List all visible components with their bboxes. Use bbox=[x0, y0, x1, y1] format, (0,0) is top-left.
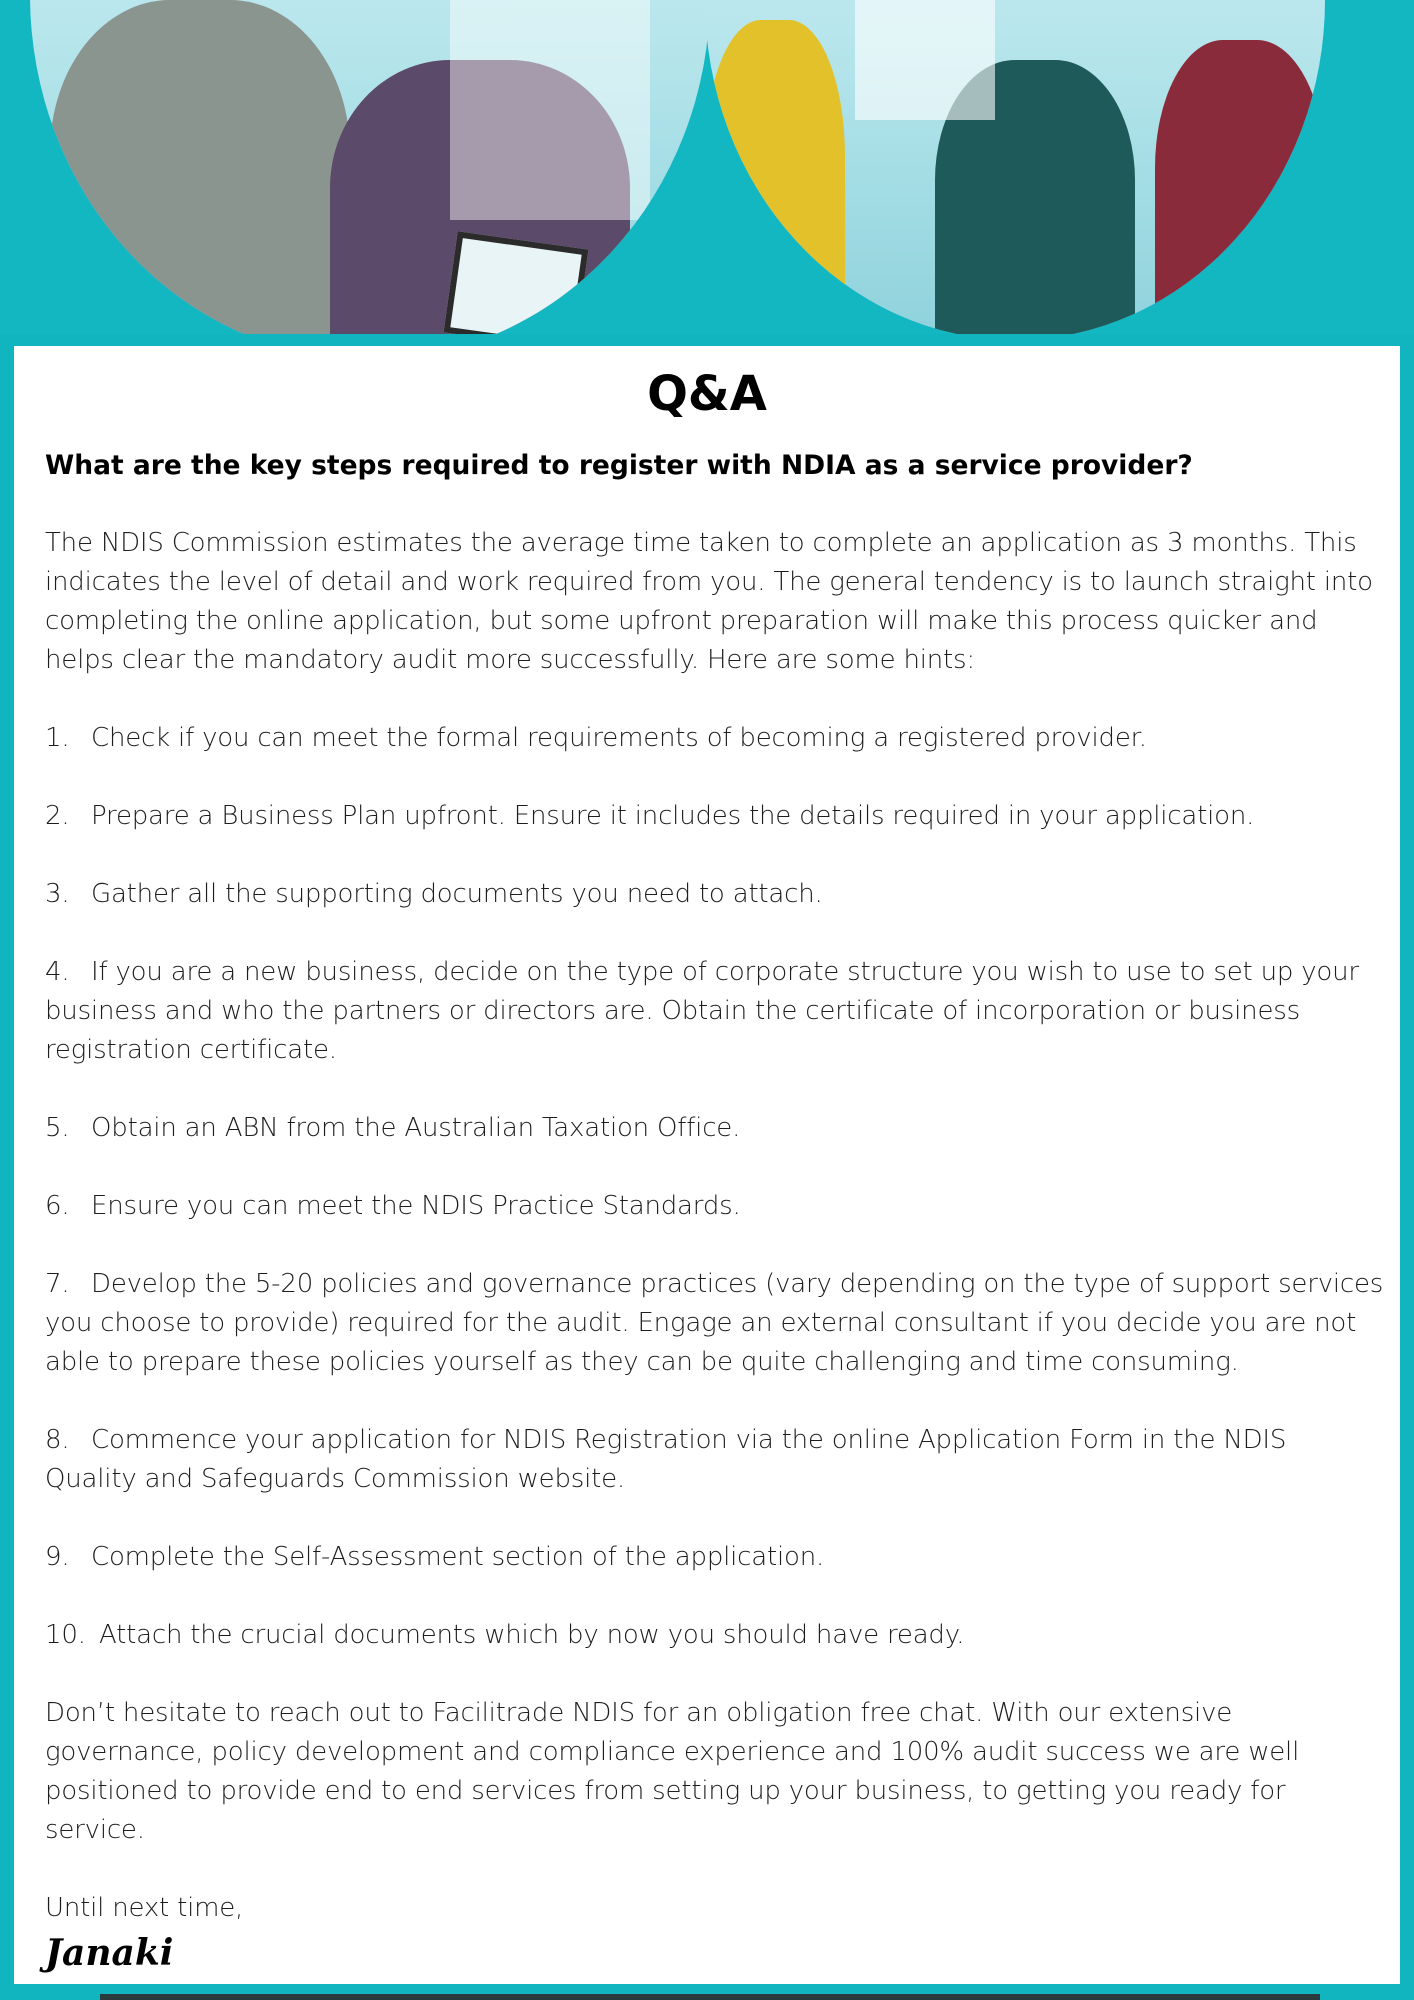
qa-article-card bbox=[14, 346, 1400, 1984]
header-banner bbox=[0, 0, 1414, 334]
person-red-cardigan bbox=[1155, 40, 1325, 334]
list-item bbox=[45, 797, 1385, 836]
step-number: 6. bbox=[45, 1191, 70, 1221]
step-number: 10. bbox=[45, 1620, 86, 1650]
intro-paragraph: The NDIS Commission estimates the average time taken to complete an application as 3 months. This indicates the level of detail and work required from you. The general tendency is to launch straight into completing the online application, but some upfront preparation will make this process quicker and helps clear the mandatory audit more successfully. Here are some hints: bbox=[45, 528, 1373, 675]
step-number: 9. bbox=[45, 1542, 70, 1572]
list-item bbox=[45, 1265, 1385, 1382]
list-item bbox=[45, 1538, 1385, 1577]
list-item bbox=[45, 1421, 1385, 1499]
step-text: Develop the 5-20 policies and governance practices (vary depending on the type of support services you choose to provide) required for the audit. Engage an external consultant if you decide you are not able to prepare these policies yourself as they can be quite challenging and time consuming. bbox=[45, 1269, 1384, 1377]
list-item bbox=[45, 1187, 1385, 1226]
step-number: 7. bbox=[45, 1269, 70, 1299]
step-text: Commence your application for NDIS Registration via the online Application Form in the NDIS Quality and Safeguards Commission website. bbox=[45, 1425, 1287, 1494]
step-text: Obtain an ABN from the Australian Taxation Office. bbox=[91, 1113, 741, 1143]
list-item bbox=[45, 1109, 1385, 1148]
step-text: Ensure you can meet the NDIS Practice Standards. bbox=[91, 1191, 741, 1221]
team-meeting-photo bbox=[705, 0, 1325, 334]
list-item bbox=[45, 953, 1385, 1070]
person-grey-shirt bbox=[50, 0, 350, 334]
signature: Janaki bbox=[45, 1932, 174, 1974]
person-yellow-jacket bbox=[705, 20, 845, 334]
step-number: 5. bbox=[45, 1113, 70, 1143]
step-number: 1. bbox=[45, 723, 70, 753]
laptop bbox=[444, 231, 589, 334]
page-title: Q&A bbox=[647, 366, 767, 422]
step-number: 3. bbox=[45, 879, 70, 909]
step-text: Complete the Self-Assessment section of the application. bbox=[91, 1542, 825, 1572]
sticky-notes-board bbox=[855, 0, 995, 120]
step-number: 2. bbox=[45, 801, 70, 831]
window-light bbox=[450, 0, 650, 220]
step-number: 8. bbox=[45, 1425, 70, 1455]
question-heading: What are the key steps required to register with NDIA as a service provider? bbox=[45, 450, 1193, 481]
list-item bbox=[45, 1616, 1385, 1655]
step-text: Attach the crucial documents which by now you should have ready. bbox=[99, 1620, 965, 1650]
step-text: Gather all the supporting documents you need to attach. bbox=[91, 879, 823, 909]
team-high-five-photo bbox=[30, 0, 710, 334]
step-text: Check if you can meet the formal requirements of becoming a registered provider. bbox=[91, 723, 1147, 753]
closing-paragraph: Don’t hesitate to reach out to Facilitrade NDIS for an obligation free chat. With our extensive governance, policy development and compliance experience and 100% audit success we are well positioned to provide end to end services from setting up your business, to getting you ready for service. bbox=[45, 1698, 1300, 1845]
list-item bbox=[45, 719, 1385, 758]
list-item bbox=[45, 875, 1385, 914]
step-text: Prepare a Business Plan upfront. Ensure it includes the details required in your application. bbox=[91, 801, 1255, 831]
signoff-text: Until next time, bbox=[45, 1893, 244, 1923]
step-text: If you are a new business, decide on the type of corporate structure you wish to use to set up your business and who the partners or directors are. Obtain the certificate of incorporation or business registration certificate. bbox=[45, 957, 1359, 1065]
bottom-photo-strip bbox=[100, 1994, 1320, 2000]
step-number: 4. bbox=[45, 957, 70, 987]
